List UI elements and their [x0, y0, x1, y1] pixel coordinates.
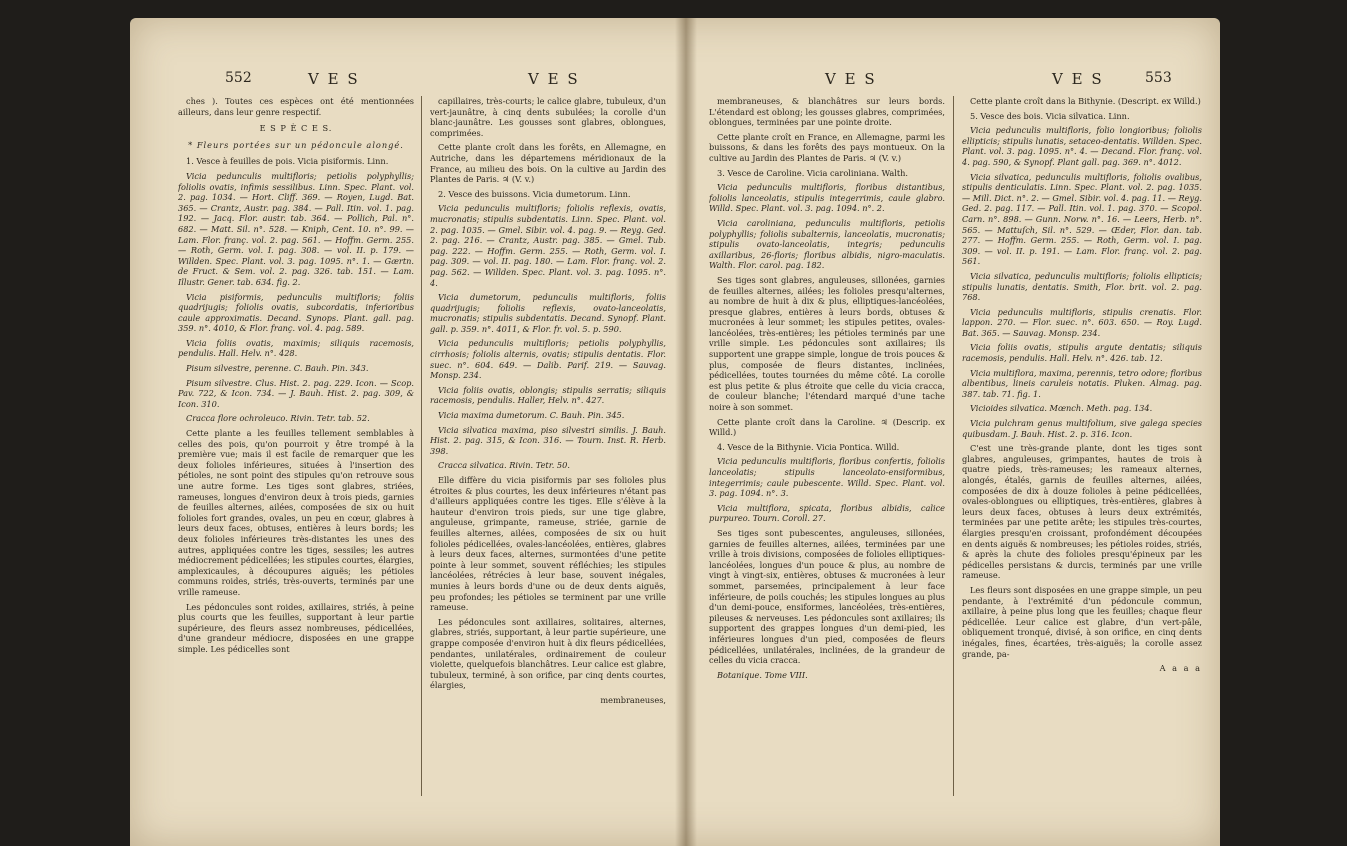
- citation: Vicioides silvatica. Mœnch. Meth. pag. 134.: [970, 403, 1153, 414]
- citation: Vicia pisiformis, pedunculis multifloris; foliis quadrijugis; foliolis ovatis, subcordatis, inferioribus caule approximatis. Decand. Synops. Plant. gall. pag. 359. n°. 4010, & Flor. franç. vol. 4. pag. 589.: [178, 291, 414, 334]
- book-spread: [130, 18, 1220, 846]
- right-heading-col1: V E S: [825, 70, 877, 88]
- paragraph: Cette plante croît dans les forêts, en Allemagne, en Autriche, dans les départemens méridionaux de la France, au milieu des bois. On la cultive au Jardin des Plantes de Paris. ♃ (V. v.): [430, 142, 666, 185]
- paragraph: membraneuses, & blanchâtres sur leurs bords. L'étendard est oblong; les gousses glabres, comprimées, oblongues, terminées par une pointe droite.: [709, 96, 945, 128]
- book-gutter: [675, 18, 697, 846]
- page-footer: Botanique. Tome VIII.: [717, 669, 808, 680]
- paragraph: Cette plante a les feuilles tellement semblables à celles des pois, qu'on pourroit y être trompé à la première vue; mais il est facile de remarquer que les deux folioles inférieures, situées à l'insertion des pétioles, ne sont point des stipules qu'on retrouve sous une autre forme. Les tiges sont glabres, striées, rameuses, longues d'environ deux à trois pieds, garnies de feuilles alternes, ailées, composées de six ou huit folioles fort grandes, ovales, un peu en cœur, glabres à leurs deux faces, obtuses, entières à leurs bords; les deux folioles inférieures très-distantes les unes des autres, appliquées contre les tiges, sessiles; les autres médiocrement pédicellées; les stipules courtes, élargies, amplexicaules, à découpures aiguës; les pétioles communs roides, striés, très-ouverts, terminés par une vrille rameuse.: [178, 428, 414, 597]
- citation: Pisum silvestre. Clus. Hist. 2. pag. 229. Icon. — Scop. Pav. 722, & Icon. 734. — J. Bauh. Hist. 2. pag. 309, & Icon. 310.: [178, 377, 414, 409]
- citation: Vicia pedunculis multifloris; foliolis reflexis, ovatis, mucronatis; stipulis subdentatis. Linn. Spec. Plant. vol. 2. pag. 1035. — Gmel. Sibir. vol. 4. pag. 9. — Reyg. Ged. 2. pag. 216. — Crantz, Austr. pag. 385. — Gmel. Tub. pag. 222. — Hoffm. Germ. 255. — Roth, Germ. vol. I. pag. 309. — vol. II. pag. 180. — Lam. Flor. franç. vol. 2. pag. 562. — Willden. Spec. Plant. vol. 3. pag. 1095. n°. 4.: [430, 203, 666, 288]
- paragraph: Les pédoncules sont axillaires, solitaires, alternes, glabres, striés, supportant, à leur partie supérieure, une grappe composée d'environ huit à dix fleurs pédicellées, pendantes, unilatérales, ordinairement de couleur violette, quelquefois blanchâtres. Leur calice est glabre, tubuleux, terminé, à son orifice, par cinq dents courtes, élargies,: [430, 616, 666, 691]
- right-running-head: [697, 70, 1220, 92]
- paragraph: capillaires, très-courts; le calice glabre, tubuleux, d'un vert-jaunâtre, à cinq dents subulées; la corolle d'un blanc-jaunâtre. Les gousses sont glabres, oblongues, comprimées.: [430, 96, 666, 138]
- citation: Vicia silvatica, pedunculis multifloris, foliolis ovalibus, stipulis denticulatis. Linn. Spec. Plant. vol. 2. pag. 1035. — Mill. Dict. n°. 2. — Gmel. Sibir. vol. 4. pag. 11. — Reyg. Ged. 2. pag. 117. — Pall. Itin. vol. 1. pag. 370. — Scopol. Carn. n°. 898. — Gunn. Norw. n°. 16. — Leers, Herb. n°. 565. — Mattuſch, Sil. n°. 529. — Œder, Flor. dan. tab. 277. — Hoffm. Germ. 255. — Roth, Germ. vol. I. pag. 309. — vol. II. p. 191. — Lam. Flor. franç. vol. 2. pag. 561.: [962, 171, 1202, 267]
- species-entry: 3. Vesce de Caroline. Vicia caroliniana. Walth.: [717, 167, 909, 178]
- page-number-553: 553: [1145, 70, 1172, 86]
- citation: Pisum silvestre, perenne. C. Bauh. Pin. 343.: [186, 363, 369, 374]
- left-heading-col2: V E S: [528, 70, 580, 88]
- section-subheading: * Fleurs portées sur un pédoncule alongé.: [188, 139, 404, 150]
- citation: Vicia pedunculis multifloris, stipulis crenatis. Flor. lappon. 270. — Flor. suec. n°. 603. 650. — Roy. Lugd. Bat. 365. — Sauvag. Monsp. 234.: [962, 306, 1202, 338]
- species-entry: 4. Vesce de la Bithynie. Vicia Pontica. Willd.: [717, 441, 900, 452]
- paragraph: Cette plante croît dans la Caroline. ♃ (Descrip. ex Willd.): [709, 416, 945, 438]
- catchword: membraneuses,: [600, 694, 666, 705]
- citation: Vicia foliis ovatis, oblongis; stipulis serratis; siliquis racemosis, pendulis. Haller, Helv. n°. 427.: [430, 384, 666, 406]
- citation: Vicia pedunculis multifloris, folio longioribus; foliolis ellipticis; stipulis lunatis, setaceo-dentatis. Willden. Spec. Plant. vol. 3. pag. 1095. n°. 4. — Decand. Flor. franç. vol. 4. pag. 590, & Synopf. Plant gall. pag. 369. n°. 4012.: [962, 125, 1202, 167]
- paragraph: ches ). Toutes ces espèces ont été mentionnées ailleurs, dans leur genre respectif.: [178, 96, 414, 117]
- right-heading-col2: V E S: [1052, 70, 1104, 88]
- signature-mark: A a a a: [1159, 663, 1202, 674]
- paragraph: Cette plante croît en France, en Allemagne, parmi les buissons, & dans les forêts des pays montueux. On la cultive au Jardin des Plantes de Paris. ♃ (V. v.): [709, 131, 945, 163]
- citation: Vicia multiflora, spicata, floribus albidis, calice purpureo. Tourn. Coroll. 27.: [709, 502, 945, 524]
- left-running-head: [130, 70, 675, 92]
- species-entry: 1. Vesce à feuilles de pois. Vicia pisiformis. Linn.: [186, 156, 389, 167]
- species-entry: 5. Vesce des bois. Vicia silvatica. Linn.: [970, 110, 1130, 121]
- citation: Vicia pedunculis multifloris, floribus confertis, foliolis lanceolatis; stipulis lanceolato-ensiformibus, integerrimis; caule pubescente. Willd. Spec. Plant. vol. 3. pag. 1094. n°. 3.: [709, 456, 945, 499]
- citation: Cracca flore ochroleuco. Rivin. Tetr. tab. 52.: [186, 413, 370, 424]
- left-page: [130, 18, 675, 846]
- page-number-552: 552: [225, 70, 252, 86]
- left-column-1: [178, 96, 414, 796]
- paragraph: C'est une très-grande plante, dont les tiges sont glabres, anguleuses, grimpantes, hautes de trois à quatre pieds, très-rameuses; les rameaux alternes, alongés, étalés, garnis de feuilles alternes, ailées, composées de dix à douze folioles à peine pédicellées, ovales-oblongues ou elliptiques, très-entières, glabres à leurs deux faces, obtuses à leurs deux extrémités, terminées par une petite arête; les stipules très-courtes, élargies presqu'en croissant, profondément découpées en dents aiguës & nombreuses; les pétioles roides, striés, & après la chute des folioles presqu'épineux par les pédicelles persistans & durcis, terminés par une vrille rameuse.: [962, 443, 1202, 581]
- column-rule: [421, 96, 422, 796]
- paragraph: Elle diffère du vicia pisiformis par ses folioles plus étroites & plus courtes, les deux inférieures n'étant pas d'ailleurs appliquées contre les tiges. Elle s'élève à la hauteur d'environ trois pieds, sur une tige glabre, anguleuse, grimpante, rameuse, striée, garnie de feuilles alternes, ailées, composées de six ou huit folioles pédicellées, ovales-lancéolées, entières, glabres à leurs deux faces, alternes, surmontées d'une petite pointe à leur sommet, souvent réfléchies; les stipules lancéolées, rétrécies à leur base, souvent inégales, munies à leurs bords d'une ou de deux dents aiguës, peu profondes; les pétioles se terminent par une vrille rameuse.: [430, 475, 666, 613]
- citation: Vicia multiflora, maxima, perennis, tetro odore; floribus albentibus, lineis caruleis notatis. Pluken. Almag. pag. 387. tab. 71. fig. 1.: [962, 367, 1202, 399]
- left-column-2: [430, 96, 666, 796]
- right-column-2: [962, 96, 1202, 796]
- right-column-1: [709, 96, 945, 796]
- citation: Vicia pulchram genus multifolium, sive galega species quibusdam. J. Bauh. Hist. 2. p. 316. Icon.: [962, 418, 1202, 439]
- citation: Vicia foliis ovatis, maximis; siliquis racemosis, pendulis. Hall. Helv. n°. 428.: [178, 337, 414, 359]
- citation: Vicia foliis ovatis, stipulis argute dentatis; siliquis racemosis, pendulis. Hall. Helv. n°. 426. tab. 12.: [962, 342, 1202, 364]
- paragraph: Cette plante croît dans la Bithynie. (Descript. ex Willd.): [970, 96, 1201, 106]
- paragraph: Les fleurs sont disposées en une grappe simple, un peu pendante, à l'extrémité d'un pédoncule commun, axillaire, à peine plus long que les feuilles; chaque fleur pédicellée. Leur calice est glabre, d'un vert-pâle, obliquement tronqué, divisé, à son orifice, en cinq dents inégales, fines, écartées, très-aiguës; la corolle assez grande, pa-: [962, 584, 1202, 659]
- citation: Vicia maxima dumetorum. C. Bauh. Pin. 345.: [438, 410, 625, 421]
- paragraph: Les pédoncules sont roides, axillaires, striés, à peine plus courts que les feuilles, supportant à leur partie supérieure, des fleurs assez nombreuses, pédicellées, d'une grandeur médiocre, disposées en une grappe simple. Les pédicelles sont: [178, 601, 414, 654]
- citation: Vicia silvatica, pedunculis multifloris; foliolis ellipticis; stipulis lunatis, dentatis. Smith, Flor. brit. vol. 2. pag. 768.: [962, 270, 1202, 303]
- citation: Cracca silvatica. Rivin. Tetr. 50.: [438, 460, 570, 471]
- citation: Vicia pedunculis multifloris; petiolis polyphyllis, cirrhosis; foliolis alternis, ovatis; stipulis dentatis. Flor. suec. n°. 604. 649. — Dalib. Parif. 219. — Sauvag. Monsp. 234.: [430, 338, 666, 381]
- citation: Vicia pedunculis multifloris, floribus distantibus, foliolis lanceolatis, stipulis integerrimis, caule glabro. Willd. Spec. Plant. vol. 3. pag. 1094. n°. 2.: [709, 182, 945, 214]
- right-page: [697, 18, 1220, 846]
- citation: Vicia caroliniana, pedunculis multifloris, petiolis polyphyllis; foliolis subalternis, lanceolatis, mucronatis; stipulis ovato-lanceolatis, integris; pedunculis axillaribus, 26-floris; floribus albidis, nigro-maculatis. Walth. Flor. carol. pag. 182.: [709, 217, 945, 271]
- paragraph: Ses tiges sont glabres, anguleuses, sillonées, garnies de feuilles alternes, ailées; les folioles presqu'alternes, au nombre de huit à dix & plus, elliptiques-lancéolées, presque glabres, entières à leurs bords, obtuses & mucronées à leur sommet; les stipules petites, ovales-lancéolées, très-entières; les pétioles terminés par une vrille simple. Les pédoncules sont axillaires; ils supportent une grappe simple, longue de trois pouces & plus, composée de fleurs distantes, inclinées, pédicellées, toutes tournées du même côté. La corolle est plus petite & plus étroite que celle du vicia cracca, de couleur blanche; l'étendard marqué d'une tache noire à son sommet.: [709, 274, 945, 413]
- citation: Vicia dumetorum, pedunculis multifloris, foliis quadrijugis; foliolis reflexis, ovato-lanceolatis, mucronatis; stipulis subdentatis. Decand. Synopf. Plant. gall. p. 359. n°. 4011, & Flor. fr. vol. 5. p. 590.: [430, 292, 666, 334]
- citation: Vicia silvatica maxima, piso silvestri similis. J. Bauh. Hist. 2. pag. 315, & Icon. 316. — Tourn. Inst. R. Herb. 398.: [430, 424, 666, 456]
- section-heading: E S P È C E S.: [259, 123, 333, 134]
- paragraph: Ses tiges sont pubescentes, anguleuses, sillonées, garnies de feuilles alternes, ailées, terminées par une vrille à trois divisions, composées de folioles elliptiques-lancéolées, longues d'un pouce & plus, au nombre de vingt à vingt-six, entières, obtuses & mucronées à leur sommet, parsemées, principalement à leur face inférieure, de poils couchés; les stipules longues au plus d'un demi-pouce, ensiformes, lancéolées, très-entières, pileuses & nerveuses. Les pédoncules sont axillaires; ils supportent des grappes longues d'un demi-pied, les inférieures longues d'un pied, composées de fleurs pédicellées, unilatérales, inclinées, de la grandeur de celles du vicia cracca.: [709, 527, 945, 666]
- citation: Vicia pedunculis multifloris; petiolis polyphyllis; foliolis ovatis, infimis sessilibus. Linn. Spec. Plant. vol. 2. pag. 1034. — Hort. Cliff. 369. — Royen, Lugd. Bat. 365. — Crantz, Austr. pag. 384. — Pall. Itin. vol. 1. pag. 192. — Jacq. Flor. austr. tab. 364. — Pollich, Pal. n°. 682. — Matt. Sil. n°. 528. — Kniph, Cent. 10. n°. 99. — Lam. Flor. franç. vol. 2. pag. 561. — Hoffm. Germ. 255. — Roth, Germ. vol. I. pag. 308. — vol. II. p. 179. — Willden. Spec. Plant. vol. 3. pag. 1095. n°. 1. — Gærtn. de Fruct. & Sem. vol. 2. pag. 326. tab. 151. — Lam. Illustr. Gener. tab. 634. fig. 2.: [178, 170, 414, 287]
- left-heading-col1: V E S: [308, 70, 360, 88]
- species-entry: 2. Vesce des buissons. Vicia dumetorum. Linn.: [438, 188, 631, 199]
- column-rule: [953, 96, 954, 796]
